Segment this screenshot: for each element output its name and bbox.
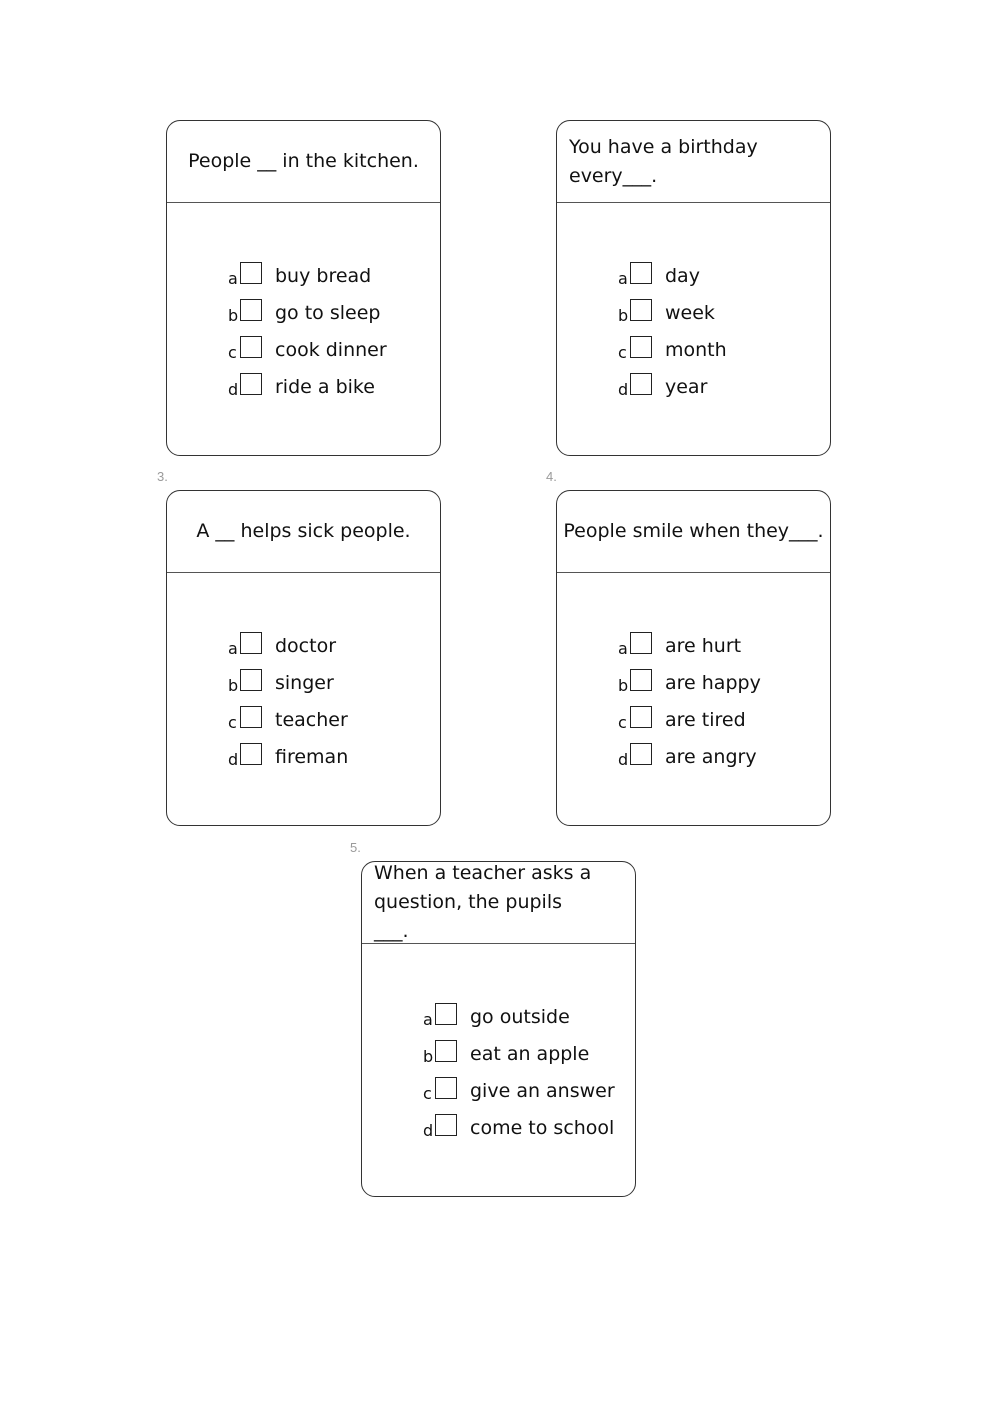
option-label: eat an apple [470,1042,590,1065]
answer-checkbox[interactable] [630,706,652,728]
question-prompt: You have a birthday every___. [557,121,830,203]
answer-checkbox[interactable] [240,632,262,654]
option-b [618,294,727,331]
answer-checkbox[interactable] [240,669,262,691]
answer-checkbox[interactable] [435,1114,457,1136]
answer-checkbox[interactable] [435,1003,457,1025]
option-list [228,257,387,405]
option-label: doctor [275,634,337,657]
option-d [618,738,761,775]
option-letter: b [228,676,239,695]
answer-checkbox[interactable] [630,262,652,284]
answer-checkbox[interactable] [630,299,652,321]
answer-checkbox[interactable] [240,373,262,395]
answer-checkbox[interactable] [240,706,262,728]
option-letter: c [618,713,627,732]
option-a [618,257,727,294]
question-number-3: 3. [157,469,168,484]
option-c [423,1072,615,1109]
answer-checkbox[interactable] [630,373,652,395]
option-c [618,701,761,738]
option-label: ride a bike [275,375,375,398]
question-card-4 [556,490,831,826]
option-label: day [665,264,700,287]
option-d [423,1109,615,1146]
question-prompt: A __ helps sick people. [167,491,440,573]
option-b [618,664,761,701]
option-letter: d [618,380,629,399]
option-label: fireman [275,745,349,768]
option-list [618,257,727,405]
option-list [423,998,615,1146]
option-letter: b [618,306,629,325]
option-c [228,701,348,738]
option-label: are tired [665,708,746,731]
option-list [228,627,348,775]
option-d [618,368,727,405]
option-letter: b [228,306,239,325]
answer-checkbox[interactable] [630,743,652,765]
option-letter: c [228,713,237,732]
option-label: come to school [470,1116,615,1139]
option-label: week [665,301,715,324]
option-letter: a [228,269,238,288]
option-letter: b [618,676,629,695]
option-label: month [665,338,727,361]
answer-checkbox[interactable] [435,1077,457,1099]
question-prompt: When a teacher asks a question, the pupils ___. [362,862,635,944]
option-label: cook dinner [275,338,387,361]
option-letter: c [228,343,237,362]
option-b [423,1035,615,1072]
option-letter: d [228,380,239,399]
option-letter: d [228,750,239,769]
option-letter: d [618,750,629,769]
answer-checkbox[interactable] [630,632,652,654]
answer-checkbox[interactable] [240,743,262,765]
option-a [228,627,348,664]
option-c [618,331,727,368]
answer-checkbox[interactable] [435,1040,457,1062]
option-a [423,998,615,1035]
question-prompt: People __ in the kitchen. [167,121,440,203]
answer-checkbox[interactable] [240,262,262,284]
option-a [618,627,761,664]
option-label: give an answer [470,1079,615,1102]
question-number-4: 4. [546,469,557,484]
option-label: teacher [275,708,348,731]
question-card-1 [166,120,441,456]
option-b [228,664,348,701]
option-letter: a [228,639,238,658]
answer-checkbox[interactable] [240,336,262,358]
option-list [618,627,761,775]
option-d [228,368,387,405]
option-letter: d [423,1121,434,1140]
option-letter: c [423,1084,432,1103]
option-label: singer [275,671,334,694]
option-label: buy bread [275,264,372,287]
option-letter: c [618,343,627,362]
question-card-2 [556,120,831,456]
question-prompt: People smile when they___. [557,491,830,573]
option-letter: a [618,269,628,288]
answer-checkbox[interactable] [630,669,652,691]
option-c [228,331,387,368]
answer-checkbox[interactable] [240,299,262,321]
option-label: go to sleep [275,301,381,324]
option-label: go outside [470,1005,570,1028]
question-card-5 [361,861,636,1197]
option-letter: a [423,1010,433,1029]
question-card-3 [166,490,441,826]
answer-checkbox[interactable] [630,336,652,358]
option-label: are angry [665,745,757,768]
option-b [228,294,387,331]
option-a [228,257,387,294]
option-label: year [665,375,708,398]
option-label: are hurt [665,634,742,657]
question-number-5: 5. [350,840,361,855]
option-letter: b [423,1047,434,1066]
option-letter: a [618,639,628,658]
option-d [228,738,348,775]
option-label: are happy [665,671,761,694]
